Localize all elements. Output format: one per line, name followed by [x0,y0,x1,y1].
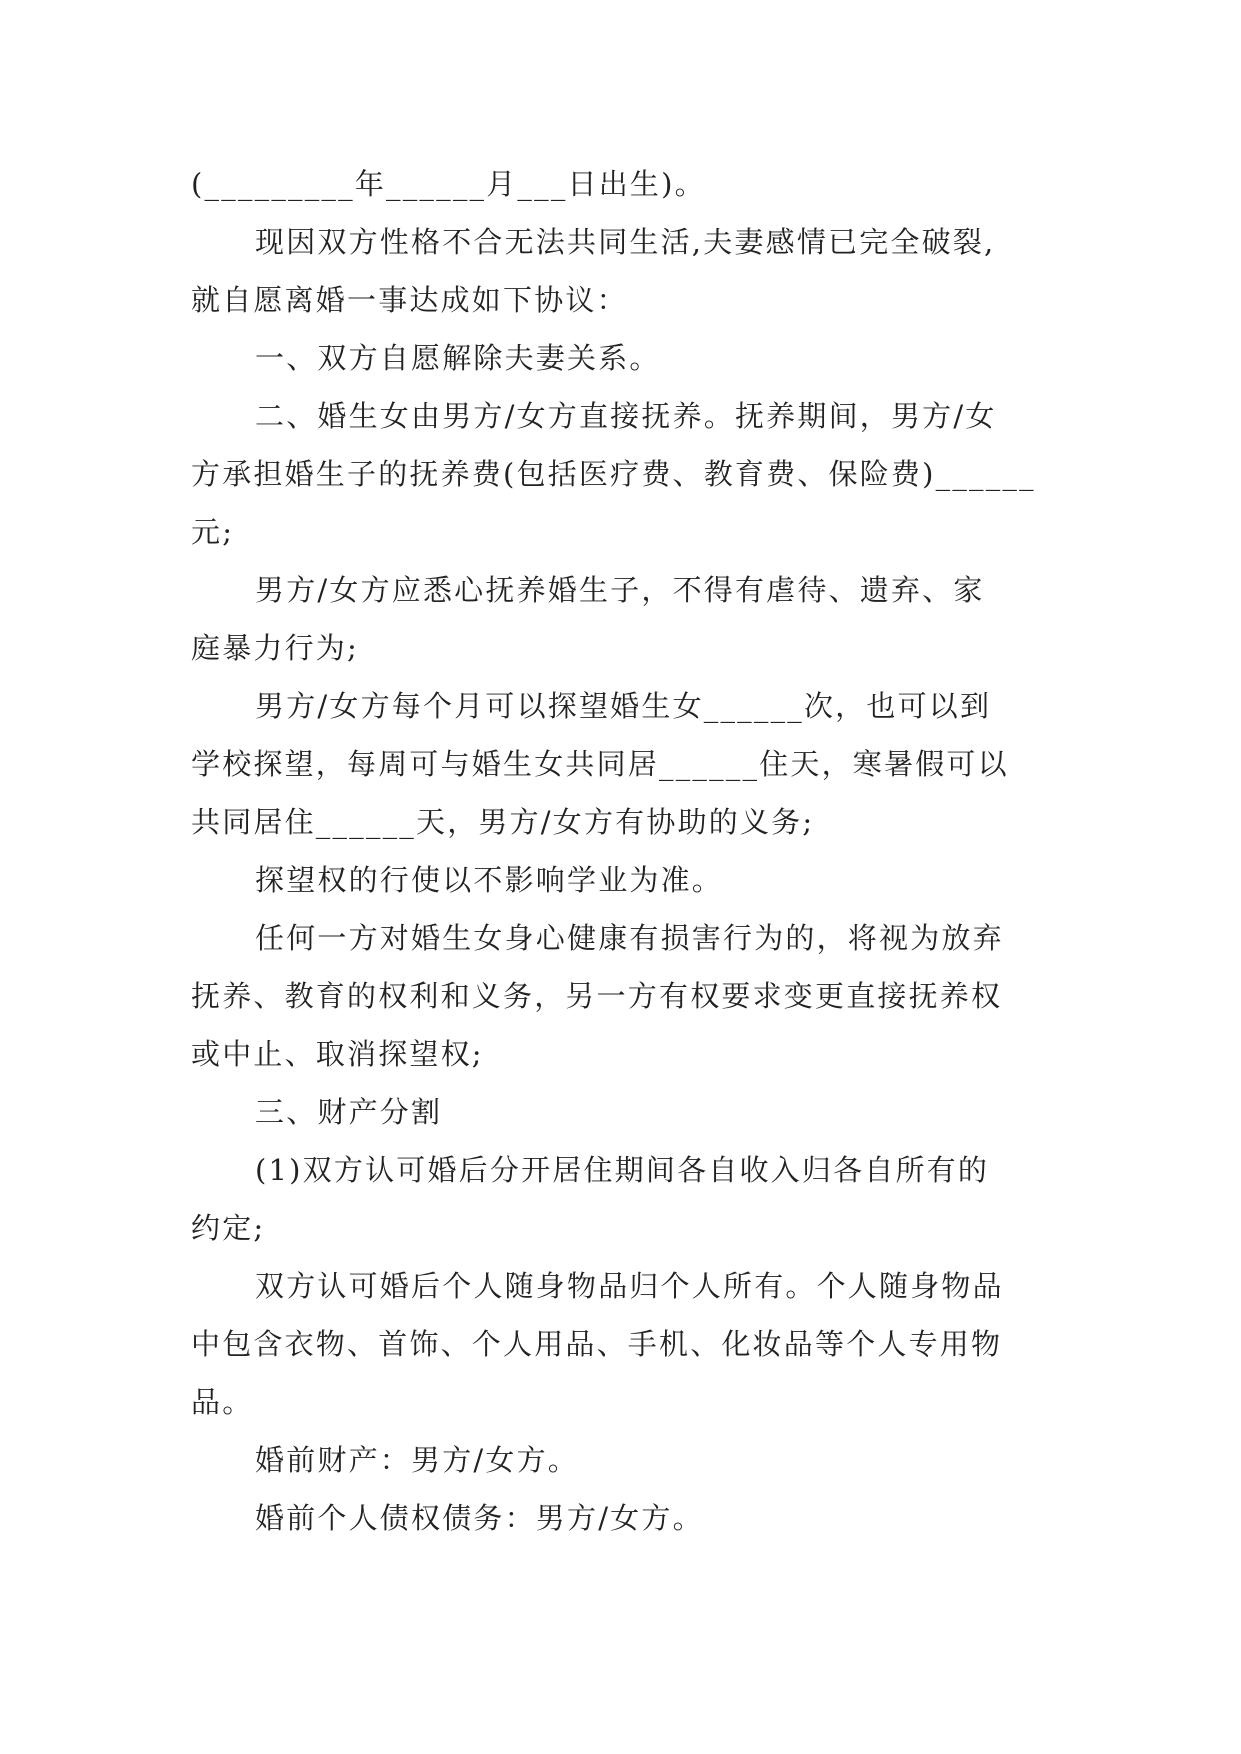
paragraph-birth [191,155,1051,213]
paragraph-item3 [191,1083,1051,1141]
paragraph-care [191,561,1051,677]
text-line: 约定; [191,1211,266,1245]
text-line: 抚养、教育的权利和义务，另一方有权要求变更直接抚养权 [191,979,1003,1013]
text-line: 二、婚生女由男方/女方直接抚养。抚养期间，男方/女 [255,399,997,433]
paragraph-personal [191,1257,1051,1431]
paragraph-item2 [191,387,1051,561]
text-line: 元; [191,515,235,549]
text-line: 双方认可婚后个人随身物品归个人所有。个人随身物品 [255,1269,1004,1303]
paragraph-item1 [191,329,1051,387]
text-line: 品。 [191,1385,254,1419]
text-line: 任何一方对婚生女身心健康有损害行为的，将视为放弃 [255,921,1004,955]
text-line: 学校探望，每周可与婚生女共同居______住天，寒暑假可以 [191,747,1009,781]
paragraph-harm [191,909,1051,1083]
paragraph-premarital-property [191,1431,1051,1489]
paragraph-premarital-debt [191,1489,1051,1547]
text-line: 庭暴力行为; [191,631,359,665]
text-line: 探望权的行使以不影响学业为准。 [255,863,724,897]
text-line: 或中止、取消探望权; [191,1037,484,1071]
document-body [191,155,1051,1547]
text-line: 方承担婚生子的抚养费(包括医疗费、教育费、保险费)______ [191,457,1036,491]
text-line: 婚前个人债权债务：男方/女方。 [255,1501,704,1535]
text-line: 三、财产分割 [255,1095,443,1129]
text-line: 现因双方性格不合无法共同生活,夫妻感情已完全破裂, [255,225,996,259]
text-line: 共同居住______天，男方/女方有协助的义务; [191,805,815,839]
text-line: 一、双方自愿解除夫妻关系。 [255,341,661,375]
text-line: 男方/女方应悉心抚养婚生子，不得有虐待、遗弃、家 [255,573,985,607]
paragraph-visit-rule [191,851,1051,909]
text-line: 婚前财产：男方/女方。 [255,1443,579,1477]
paragraph-intro [191,213,1051,329]
text-line: 中包含衣物、首饰、个人用品、手机、化妆品等个人专用物 [191,1327,1003,1361]
text-line: (_________年______月___日出生)。 [191,167,706,201]
paragraph-item3-1 [191,1141,1051,1257]
paragraph-visit [191,677,1051,851]
text-line: 就自愿离婚一事达成如下协议： [191,283,628,317]
text-line: 男方/女方每个月可以探望婚生女______次，也可以到 [255,689,992,723]
text-line: (1)双方认可婚后分开居住期间各自收入归各自所有的 [255,1153,990,1187]
